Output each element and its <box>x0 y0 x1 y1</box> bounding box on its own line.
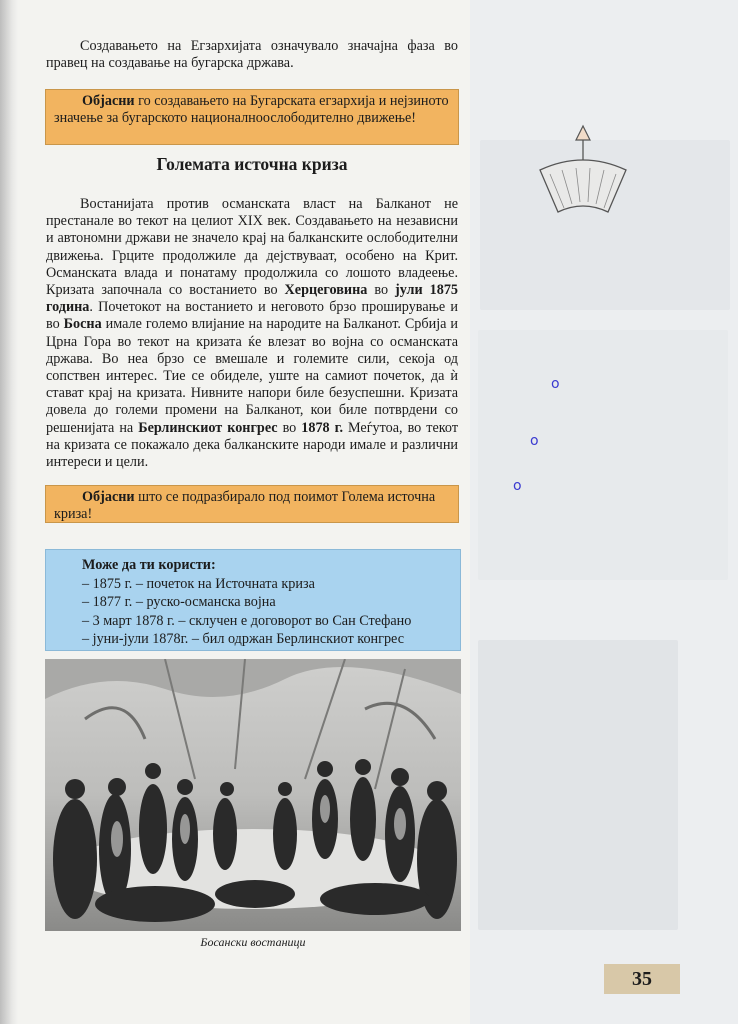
page-number: 35 <box>604 964 680 994</box>
task-lead: Објасни <box>82 93 135 109</box>
section-title: Големата источна криза <box>156 154 348 174</box>
body-text: Востанијата против османската власт на Балканот не престанале во текот на целиот XIX век. Создавањето на независни и автономни држави не значело крај на балканските ослободителни движења. Грците продолжиле да дејствуваат, особено на Крит. Османската влада и понатаму продолжила со лошото владеење. Кризата започнала со востанието во <box>46 196 458 299</box>
timeline-item: – 1877 г. – руско-османска војна <box>82 594 276 610</box>
info-box-title: Може да ти користи: <box>82 557 216 573</box>
body-text: во <box>367 282 396 299</box>
hand-drawn-bookmark-icon <box>536 122 632 222</box>
task-text: што се подразбирало под поимот Голема источна криза! <box>54 489 436 523</box>
body-text: . Почетокот на востанието и неговото брзо проширување и во <box>46 299 458 333</box>
page-gutter-shadow <box>0 0 18 1024</box>
body-text: имале големо влијание на народите на Балканот. Србија и Црна Гора во текот на кризата ќе влезат во војна со османската држава. Во неа брзо се вмешале и големите сили, секоја од сопствен интерес. Тие се обиделе, уште на самиот почеток, да ѝ стават крај на кризата. Нивните напори биле безуспешни. Кризата довела до големи промени на Балканот, кои биле потврдени со решенијата на <box>46 316 458 436</box>
intro-paragraph: Создавањето на Егзархијата означувало значајна фаза во правец на создавање на бугарска држава. <box>46 38 458 72</box>
timeline-item: – 3 март 1878 г. – склучен е договорот во Сан Стефано <box>82 612 412 629</box>
engraving-illustration <box>45 659 461 931</box>
info-box-timeline <box>45 549 461 651</box>
body-bold: Херцеговина <box>284 282 368 299</box>
task-box-explain-exarchate <box>45 89 459 145</box>
task-text: го создавањето на Бугарската егзархија и нејзиното значење за бугарското националноослободително движење! <box>54 93 449 127</box>
pen-mark: o <box>513 478 522 494</box>
timeline-item: – јуни-јули 1878г. – бил одржан Берлинскиот конгрес <box>82 631 404 647</box>
body-bold: јули 1875 година <box>46 282 459 316</box>
task-box-explain-crisis <box>45 485 459 523</box>
pen-mark: o <box>530 433 539 449</box>
body-text: во <box>277 419 302 436</box>
body-text: Меѓутоа, во текот на кризата се покажало дека балканските народи имале и различни интереси и цели. <box>46 419 459 471</box>
body-bold: Берлинскиот конгрес <box>138 419 278 436</box>
pen-mark: o <box>551 376 560 392</box>
body-bold: 1878 г. <box>301 419 344 436</box>
bleed-through-block <box>478 640 678 930</box>
bleed-through-block <box>478 330 728 580</box>
illustration-caption: Босански востаници <box>200 935 306 949</box>
body-bold: Босна <box>63 316 102 333</box>
task-lead: Објасни <box>82 489 135 505</box>
body-paragraph <box>46 196 458 471</box>
timeline-item: – 1875 г. – почеток на Источната криза <box>82 575 315 592</box>
bosnian-rebels-engraving <box>45 659 461 931</box>
